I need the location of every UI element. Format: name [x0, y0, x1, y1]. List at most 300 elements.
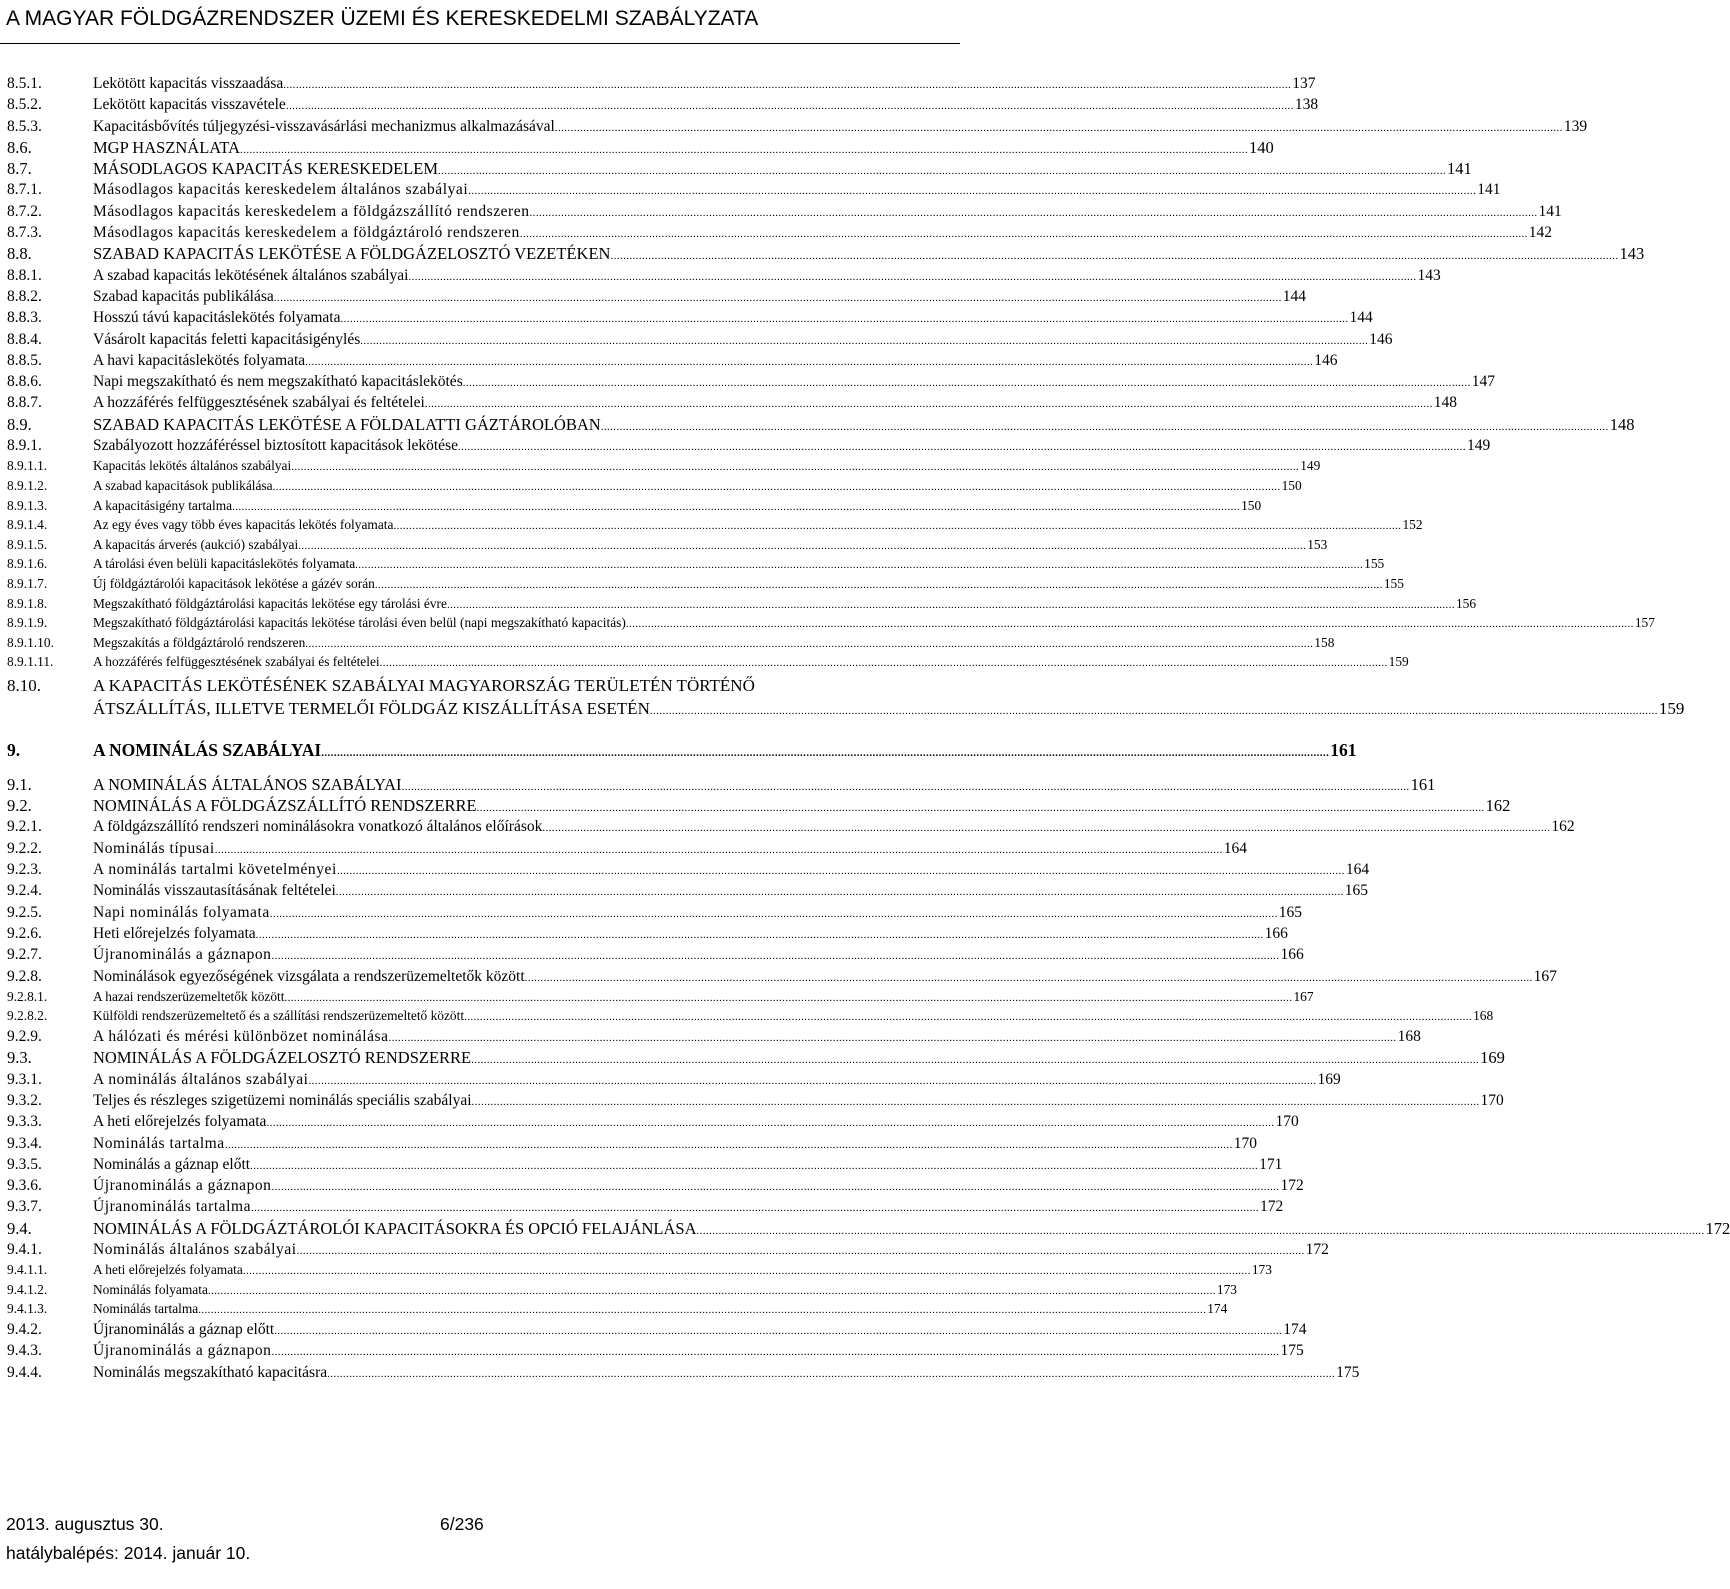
toc-entry-number: 8.9.1.3.	[7, 497, 48, 513]
toc-entry-page: 175	[1280, 1342, 1304, 1360]
toc-entry-title: Új földgáztárolói kapacitások lekötése a gázév során	[93, 575, 375, 591]
toc-entry-page: 170	[1275, 1113, 1299, 1131]
toc-entry-number: 9.2.7.	[7, 946, 42, 964]
toc-entry[interactable]	[7, 1319, 1307, 1340]
toc-entry-page: 167	[1293, 988, 1314, 1004]
toc-entry-number: 8.9.1.11.	[7, 654, 54, 670]
toc-entry-page: 149	[1466, 437, 1491, 455]
toc-entry-title: A heti előrejelzés folyamata	[93, 1113, 267, 1131]
toc-entry-number: 8.9.1.2.	[7, 477, 48, 493]
toc-leader-dots	[298, 535, 1306, 557]
toc-entry[interactable]	[7, 838, 1247, 859]
toc-entry-page: 143	[1417, 266, 1441, 284]
toc-entry-page: 155	[1364, 556, 1385, 572]
toc-entry-number: 8.8.5.	[7, 351, 42, 369]
toc-entry-number: 8.9.1.5.	[7, 536, 48, 552]
toc-entry-title-line2: ÁTSZÁLLÍTÁS, ILLETVE TERMELŐI FÖLDGÁZ KISZÁLLÍTÁSA ESETÉN	[93, 699, 650, 719]
toc-entry-title: A hazai rendszerüzemeltetők között	[93, 988, 285, 1004]
toc-entry-title: Megszakítás a földgáztároló rendszeren	[93, 634, 306, 650]
toc-leader-dots	[555, 116, 1563, 139]
toc-leader-dots	[271, 1175, 1279, 1198]
toc-entry-title: Nominálás megszakítható kapacitásra	[93, 1363, 328, 1381]
toc-entry[interactable]	[7, 987, 1314, 1007]
toc-entry-title: Nominálás tartalma	[93, 1134, 225, 1152]
toc-entry[interactable]	[7, 1133, 1257, 1154]
toc-entry[interactable]	[7, 774, 1436, 795]
toc-entry[interactable]	[7, 652, 1409, 672]
toc-entry[interactable]	[7, 350, 1338, 371]
toc-entry-title: Lekötött kapacitás visszavétele	[93, 96, 286, 114]
toc-entry[interactable]	[7, 574, 1404, 594]
toc-entry-page: 172	[1260, 1198, 1284, 1216]
toc-entry-number: 8.8.	[7, 244, 32, 264]
toc-entry[interactable]	[7, 966, 1557, 987]
toc-entry-page: 169	[1317, 1070, 1341, 1088]
toc-entry-title: Nominálás visszautasításának feltételei	[93, 882, 336, 900]
toc-entry[interactable]	[7, 1111, 1299, 1132]
toc-entry-title: Nominálás általános szabályai	[93, 1241, 297, 1258]
toc-entry-title: Kapacitásbővítés túljegyzési-visszavásárlási mechanizmus alkalmazásával	[93, 117, 555, 135]
toc-entry[interactable]	[7, 1362, 1360, 1383]
toc-entry-number: 8.5.1.	[7, 75, 42, 92]
toc-entry-page: 141	[1538, 202, 1562, 220]
toc-entry-title: Szabad kapacitás publikálása	[93, 287, 274, 305]
toc-entry-title: Megszakítható földgáztárolási kapacitás lekötése egy tárolási évre	[93, 595, 447, 611]
toc-entry[interactable]	[7, 476, 1302, 496]
toc-entry-number: 8.10.	[7, 675, 41, 695]
toc-entry-title: A nominálás tartalmi követelményei	[93, 861, 337, 879]
toc-entry[interactable]	[7, 201, 1562, 222]
toc-entry-title: A földgázszállító rendszeri nominálásokra vonatkozó általános előírások	[93, 818, 543, 836]
toc-entry-number: 9.4.4.	[7, 1363, 42, 1381]
toc-entry-page: 174	[1283, 1321, 1307, 1339]
toc-entry-page: 140	[1249, 137, 1274, 157]
toc-entry-page: 162	[1485, 796, 1511, 816]
toc-entry-number: 8.6.	[7, 137, 32, 157]
footer-line-2	[6, 1543, 946, 1564]
toc-entry-page: 165	[1344, 882, 1368, 900]
toc-entry-number: 9.2.8.	[7, 967, 42, 985]
toc-entry-title: Napi nominálás folyamata	[93, 903, 270, 921]
toc-leader-dots	[286, 94, 1294, 117]
toc-section-9	[7, 774, 1730, 1383]
toc-entry[interactable]	[7, 902, 1303, 923]
toc-entry-number: 8.7.	[7, 159, 32, 179]
toc-leader-dots	[198, 1299, 1206, 1321]
toc-leader-dots	[355, 554, 1363, 576]
toc-entry-page: 141	[1447, 159, 1472, 179]
toc-entry-title: Nominálások egyezőségének vizsgálata a rendszerüzemeltetők között	[93, 967, 525, 985]
toc-entry-title: Újranominálás a gáznap előtt	[93, 1321, 275, 1339]
toc-entry[interactable]	[7, 329, 1393, 350]
toc-entry-number: 9.4.3.	[7, 1342, 42, 1360]
toc-entry-page: 144	[1282, 287, 1307, 305]
toc-entry-page: 152	[1402, 517, 1423, 533]
toc-entry[interactable]	[7, 1340, 1304, 1361]
document-header	[0, 0, 960, 44]
toc-entry-number: 9.2.3.	[7, 861, 42, 879]
toc-entry-number: 9.2.8.1.	[7, 988, 48, 1004]
toc-entry-number: 8.8.2.	[7, 287, 42, 305]
toc-entry[interactable]	[7, 1280, 1237, 1300]
toc-entry-number: 8.9.	[7, 414, 32, 434]
toc-entry-page: 146	[1314, 351, 1338, 369]
toc-leader-dots	[468, 179, 1476, 202]
toc-entry-number: 8.5.3.	[7, 117, 42, 135]
toc-leader-dots	[375, 574, 1383, 596]
toc-leader-dots	[284, 987, 1292, 1009]
toc-entry-title: A nominálás általános szabályai	[93, 1070, 309, 1088]
toc-leader-dots	[208, 1280, 1216, 1302]
toc-entry-number: 9.2.8.2.	[7, 1008, 48, 1024]
toc-leader-dots	[256, 923, 1264, 946]
toc-entry[interactable]	[7, 73, 1316, 94]
toc-leader-dots	[327, 1362, 1335, 1385]
toc-entry-number: 8.8.4.	[7, 330, 42, 348]
toc-entry-title: MÁSODLAGOS KAPACITÁS KERESKEDELEM	[93, 159, 439, 179]
toc-entry[interactable]	[7, 923, 1288, 944]
toc-entry-title: A szabad kapacitás lekötésének általános szabályai	[93, 266, 409, 284]
toc-leader-dots	[341, 307, 1349, 330]
toc-leader-dots	[274, 286, 1282, 309]
toc-entry-page: 159	[1388, 654, 1409, 670]
toc-leader-dots	[270, 902, 1278, 925]
toc-entry[interactable]	[7, 307, 1373, 328]
toc-entry-page: 164	[1223, 839, 1247, 857]
document-title: A MAGYAR FÖLDGÁZRENDSZER ÜZEMI ÉS KERESKEDELMI SZABÁLYZATA	[6, 7, 759, 30]
toc-entry-number: 9.4.1.	[7, 1241, 42, 1258]
footer-line-1	[6, 1514, 946, 1535]
toc-entry-number: 9.4.2.	[7, 1321, 42, 1339]
toc-leader-dots	[308, 1069, 1316, 1092]
toc-leader-dots	[291, 456, 1299, 478]
toc-entry[interactable]	[7, 286, 1307, 307]
toc-leader-dots	[542, 816, 1550, 839]
toc-entry-page: 173	[1251, 1262, 1272, 1278]
toc-entry-title: Teljes és részleges szigetüzemi nominálás speciális szabályai	[93, 1091, 472, 1109]
toc-entry-number: 8.9.1.1.	[7, 458, 48, 474]
toc-entry[interactable]	[7, 1006, 1494, 1026]
toc-entry-number: 9.2.2.	[7, 839, 42, 857]
toc-leader-dots	[650, 697, 1658, 724]
toc-entry-title: Megszakítható földgáztárolási kapacitás lekötése tárolási éven belül (napi megszakítható kapacitás)	[93, 615, 626, 631]
toc-entry-chapter-9[interactable]	[7, 726, 1357, 774]
toc-entry-page: 139	[1563, 117, 1588, 135]
toc-entry-page: 148	[1609, 414, 1635, 434]
toc-entry-number: 9.1.	[7, 774, 32, 794]
toc-entry-number: 9.4.	[7, 1218, 32, 1238]
toc-leader-dots	[215, 838, 1223, 861]
toc-entry-page: 142	[1528, 224, 1553, 242]
toc-entry-number: 8.9.1.7.	[7, 575, 48, 591]
toc-entry-title: Újranominálás a gáznapon	[93, 1342, 272, 1360]
toc-leader-dots	[321, 726, 1329, 777]
toc-leader-dots	[225, 1133, 1233, 1156]
toc-entry-title: Másodlagos kapacitás kereskedelem általános szabályai	[93, 181, 469, 199]
toc-entry-page: 144	[1349, 309, 1373, 327]
toc-leader-dots	[250, 1154, 1258, 1177]
toc-entry-number: 9.4.1.2.	[7, 1281, 48, 1297]
toc-leader-dots	[408, 265, 1416, 288]
toc-entry-page: 170	[1480, 1091, 1504, 1109]
toc-entry-number: 9.2.4.	[7, 882, 42, 900]
toc-entry-page: 168	[1397, 1028, 1421, 1046]
toc-entry[interactable]	[7, 1239, 1329, 1260]
toc-entry-page: 172	[1705, 1218, 1730, 1238]
toc-entry[interactable]	[7, 222, 1553, 243]
toc-entry-title: A havi kapacitáslekötés folyamata	[93, 351, 306, 369]
toc-leader-dots	[626, 613, 1634, 635]
toc-entry-page: 171	[1259, 1155, 1283, 1173]
toc-entry-number: 9.2.5.	[7, 903, 42, 921]
toc-entry-8-10[interactable]	[7, 674, 1685, 724]
toc-entry[interactable]	[7, 1069, 1341, 1090]
toc-entry-title: NOMINÁLÁS A FÖLDGÁZTÁROLÓI KAPACITÁSOKRA ÉS OPCIÓ FELAJÁNLÁSA	[93, 1218, 697, 1238]
toc-entry[interactable]	[7, 371, 1495, 392]
toc-entry-number: 8.8.6.	[7, 373, 42, 391]
toc-section-8	[7, 73, 1655, 672]
toc-entry-title: Heti előrejelzés folyamata	[93, 924, 256, 942]
toc-entry-title: Lekötött kapacitás visszaadása	[93, 75, 284, 92]
toc-entry[interactable]	[7, 1154, 1283, 1175]
toc-leader-dots	[305, 633, 1313, 655]
toc-entry[interactable]	[7, 880, 1368, 901]
toc-entry-title: Másodlagos kapacitás kereskedelem a földgáztároló rendszeren	[93, 224, 520, 242]
toc-entry-number: 9.3.3.	[7, 1113, 42, 1131]
toc-entry-page: 149	[1300, 458, 1321, 474]
toc-entry-number: 9.4.1.1.	[7, 1262, 48, 1278]
toc-entry-number: 8.9.1.6.	[7, 556, 48, 572]
toc-leader-dots	[458, 435, 1466, 458]
toc-entry-page: 157	[1634, 615, 1655, 631]
toc-leader-dots	[251, 1196, 1259, 1219]
toc-leader-dots	[297, 1239, 1305, 1262]
toc-entry-page: 162	[1551, 818, 1575, 836]
toc-entry[interactable]	[7, 496, 1262, 516]
toc-entry[interactable]	[7, 137, 1274, 158]
toc-entry-title: Az egy éves vagy több éves kapacitás lekötés folyamata	[93, 517, 394, 533]
toc-entry-page: 167	[1533, 967, 1557, 985]
toc-leader-dots	[274, 1319, 1282, 1342]
toc-entry-title: Újranominálás a gáznapon	[93, 946, 272, 964]
toc-entry-title: Napi megszakítható és nem megszakítható kapacitáslekötés	[93, 373, 463, 391]
toc-entry[interactable]	[7, 535, 1328, 555]
toc-entry-title: A hozzáférés felfüggesztésének szabályai és feltételei	[93, 394, 425, 412]
toc-leader-dots	[271, 1340, 1279, 1363]
toc-leader-dots	[464, 1006, 1472, 1028]
toc-leader-dots	[232, 496, 1240, 518]
toc-entry-number: 8.8.7.	[7, 394, 42, 412]
toc-entry-number: 9.3.5.	[7, 1155, 42, 1173]
toc-entry-title: A tárolási éven belüli kapacitáslekötés folyamata	[93, 556, 356, 572]
toc-leader-dots	[447, 594, 1455, 616]
toc-entry-number: 8.9.1.4.	[7, 517, 48, 533]
toc-entry[interactable]	[7, 1090, 1504, 1111]
toc-entry-title: NOMINÁLÁS A FÖLDGÁZELOSZTÓ RENDSZERRE	[93, 1048, 472, 1068]
toc-entry-page: 174	[1207, 1301, 1228, 1317]
toc-entry-page: 146	[1369, 330, 1393, 348]
toc-entry[interactable]	[7, 1260, 1272, 1280]
toc-entry-page: 173	[1216, 1281, 1237, 1297]
toc-leader-dots	[472, 1090, 1480, 1113]
toc-entry-number: 8.9.1.	[7, 437, 42, 455]
toc-entry[interactable]	[7, 392, 1458, 413]
toc-entry[interactable]	[7, 594, 1477, 614]
toc-entry-page: 150	[1281, 477, 1302, 493]
toc-entry-number: 8.7.2.	[7, 202, 42, 220]
toc-leader-dots	[283, 73, 1291, 96]
toc-entry-page: 161	[1410, 774, 1436, 794]
toc-entry-number: 8.8.3.	[7, 309, 42, 327]
toc-entry-number: 9.3.	[7, 1048, 32, 1068]
toc-entry-title: Újranominálás tartalma	[93, 1198, 252, 1216]
toc-entry-title: NOMINÁLÁS A FÖLDGÁZSZÁLLÍTÓ RENDSZERRE	[93, 796, 477, 816]
toc-entry-page: 148	[1433, 394, 1458, 412]
toc-entry-page: 141	[1477, 181, 1501, 199]
toc-entry[interactable]	[7, 435, 1491, 456]
toc-entry[interactable]	[7, 554, 1385, 574]
toc-entry[interactable]	[7, 243, 1645, 264]
toc-entry-number: 9.4.1.3.	[7, 1301, 48, 1317]
toc-entry-number: 9.3.2.	[7, 1091, 42, 1109]
toc-entry-page: 175	[1336, 1363, 1360, 1381]
toc-entry-title: A hozzáférés felfüggesztésének szabályai és feltételei	[93, 654, 380, 670]
toc-leader-dots	[530, 201, 1538, 224]
toc-leader-dots	[525, 966, 1533, 989]
toc-entry-page: 155	[1383, 575, 1404, 591]
toc-leader-dots	[271, 944, 1279, 967]
footer-page-number: 6/236	[440, 1514, 484, 1534]
toc-entry-title: A NOMINÁLÁS SZABÁLYAI	[93, 739, 322, 760]
toc-entry-number: 8.7.1.	[7, 181, 42, 199]
toc-entry[interactable]	[7, 944, 1304, 965]
toc-entry-title: Kapacitás lekötés általános szabályai	[93, 458, 292, 474]
toc-entry[interactable]	[7, 94, 1319, 115]
toc-entry-number: 8.9.1.10.	[7, 634, 54, 650]
toc-entry[interactable]	[7, 1218, 1730, 1239]
toc-entry-page: 147	[1471, 373, 1495, 391]
toc-entry-page: 143	[1619, 244, 1645, 264]
toc-entry-title: MGP HASZNÁLATA	[93, 137, 241, 157]
toc-entry-title: A NOMINÁLÁS ÁLTALÁNOS SZABÁLYAI	[93, 774, 402, 794]
toc-entry[interactable]	[7, 265, 1441, 286]
toc-entry-title: A heti előrejelzés folyamata	[93, 1262, 243, 1278]
footer-effective-date: hatálybalépés: 2014. január 10.	[6, 1543, 251, 1563]
toc-entry-title: A kapacitásigény tartalma	[93, 497, 233, 513]
toc-entry-title: Másodlagos kapacitás kereskedelem a földgázszállító rendszeren	[93, 202, 530, 220]
toc-entry[interactable]	[7, 414, 1635, 435]
toc-leader-dots	[273, 476, 1281, 498]
toc-entry[interactable]	[7, 456, 1321, 476]
toc-leader-dots	[520, 222, 1528, 245]
toc-entry-page: 172	[1305, 1241, 1329, 1258]
toc-entry-number: 9.	[7, 739, 21, 760]
toc-leader-dots	[393, 515, 1401, 537]
toc-entry-page: 166	[1264, 924, 1288, 942]
toc-entry-title: SZABAD KAPACITÁS LEKÖTÉSE A FÖLDGÁZELOSZTÓ VEZETÉKEN	[93, 244, 611, 264]
toc-entry-title: Nominálás tartalma	[93, 1301, 199, 1317]
toc-entry-page: 164	[1345, 861, 1370, 879]
toc-entry-page: 137	[1292, 75, 1316, 92]
toc-entry[interactable]	[7, 795, 1511, 816]
toc-entry-number: 9.3.6.	[7, 1177, 42, 1195]
toc-entry-number: 8.9.1.8.	[7, 595, 48, 611]
toc-entry-number: 9.2.9.	[7, 1028, 42, 1046]
toc-entry-title: Nominálás folyamata	[93, 1281, 208, 1297]
toc-entry[interactable]	[7, 179, 1501, 200]
toc-entry-page: 161	[1330, 739, 1357, 760]
toc-entry[interactable]	[7, 1047, 1505, 1068]
toc-entry[interactable]	[7, 1026, 1421, 1047]
toc-entry-page: 156	[1455, 595, 1477, 611]
toc-entry-page: 158	[1314, 634, 1335, 650]
toc-entry-number: 9.3.7.	[7, 1198, 42, 1216]
toc-entry-number: 8.9.1.9.	[7, 615, 48, 631]
toc-entry[interactable]	[7, 515, 1423, 535]
toc-entry[interactable]	[7, 633, 1335, 653]
toc-entry-number: 9.3.1.	[7, 1070, 42, 1088]
toc-leader-dots	[336, 880, 1344, 903]
toc-entry-page: 159	[1658, 699, 1685, 719]
toc-leader-dots	[305, 350, 1313, 373]
footer-date: 2013. augusztus 30.	[6, 1514, 164, 1534]
toc-entry-number: 8.5.2.	[7, 96, 42, 114]
toc-entry-page: 150	[1241, 497, 1262, 513]
toc-entry[interactable]	[7, 158, 1472, 179]
toc-entry[interactable]	[7, 1175, 1304, 1196]
toc-entry-page: 168	[1473, 1008, 1494, 1024]
toc-entry-title: Hosszú távú kapacitáslekötés folyamata	[93, 309, 341, 327]
toc-entry-number: 9.3.4.	[7, 1134, 42, 1152]
toc-entry-title: Újranominálás a gáznapon	[93, 1177, 272, 1195]
toc-entry-title: Nominálás a gáznap előtt	[93, 1155, 251, 1173]
toc-entry-page: 153	[1307, 536, 1328, 552]
toc-entry-title: A kapacitás árverés (aukció) szabályai	[93, 536, 299, 552]
toc-entry-page: 166	[1280, 946, 1304, 964]
toc-leader-dots	[425, 392, 1433, 415]
toc-entry[interactable]	[7, 1299, 1228, 1319]
toc-entry[interactable]	[7, 816, 1575, 837]
toc-entry-title-line1: A KAPACITÁS LEKÖTÉSÉNEK SZABÁLYAI MAGYARORSZÁG TERÜLETÉN TÖRTÉNŐ	[93, 675, 755, 695]
toc-entry-number: 9.2.6.	[7, 924, 42, 942]
toc-entry-page: 170	[1233, 1134, 1257, 1152]
toc-leader-dots	[389, 1026, 1397, 1049]
toc-entry-number: 8.8.1.	[7, 266, 42, 284]
toc-leader-dots	[360, 329, 1368, 352]
toc-entry[interactable]	[7, 613, 1655, 633]
toc-entry[interactable]	[7, 116, 1588, 137]
toc-entry-title: A hálózati és mérési különbözet nominálása	[93, 1028, 389, 1046]
toc-leader-dots	[380, 652, 1388, 674]
toc-entry-number: 9.2.1.	[7, 818, 42, 836]
toc-entry-title: Külföldi rendszerüzemeltető és a szállítási rendszerüzemeltető között	[93, 1008, 465, 1024]
toc-entry[interactable]	[7, 859, 1370, 880]
table-of-contents	[7, 73, 1730, 1383]
toc-entry-number: 8.7.3.	[7, 224, 42, 242]
toc-entry-title: SZABAD KAPACITÁS LEKÖTÉSE A FÖLDALATTI GÁZTÁROLÓBAN	[93, 414, 601, 434]
toc-leader-dots	[243, 1260, 1251, 1282]
toc-entry-page: 172	[1280, 1177, 1304, 1195]
toc-entry-title: Szabályozott hozzáféréssel biztosított kapacitások lekötése	[93, 437, 458, 455]
toc-leader-dots	[266, 1111, 1274, 1134]
toc-entry-page: 138	[1294, 96, 1319, 114]
toc-entry-title: Nominálás típusai	[93, 839, 215, 857]
toc-entry-number: 9.2.	[7, 796, 32, 816]
toc-entry[interactable]	[7, 1196, 1284, 1217]
toc-entry-title: Vásárolt kapacitás feletti kapacitásigénylés	[93, 330, 361, 348]
toc-entry-page: 165	[1278, 903, 1303, 921]
toc-leader-dots	[337, 859, 1345, 882]
